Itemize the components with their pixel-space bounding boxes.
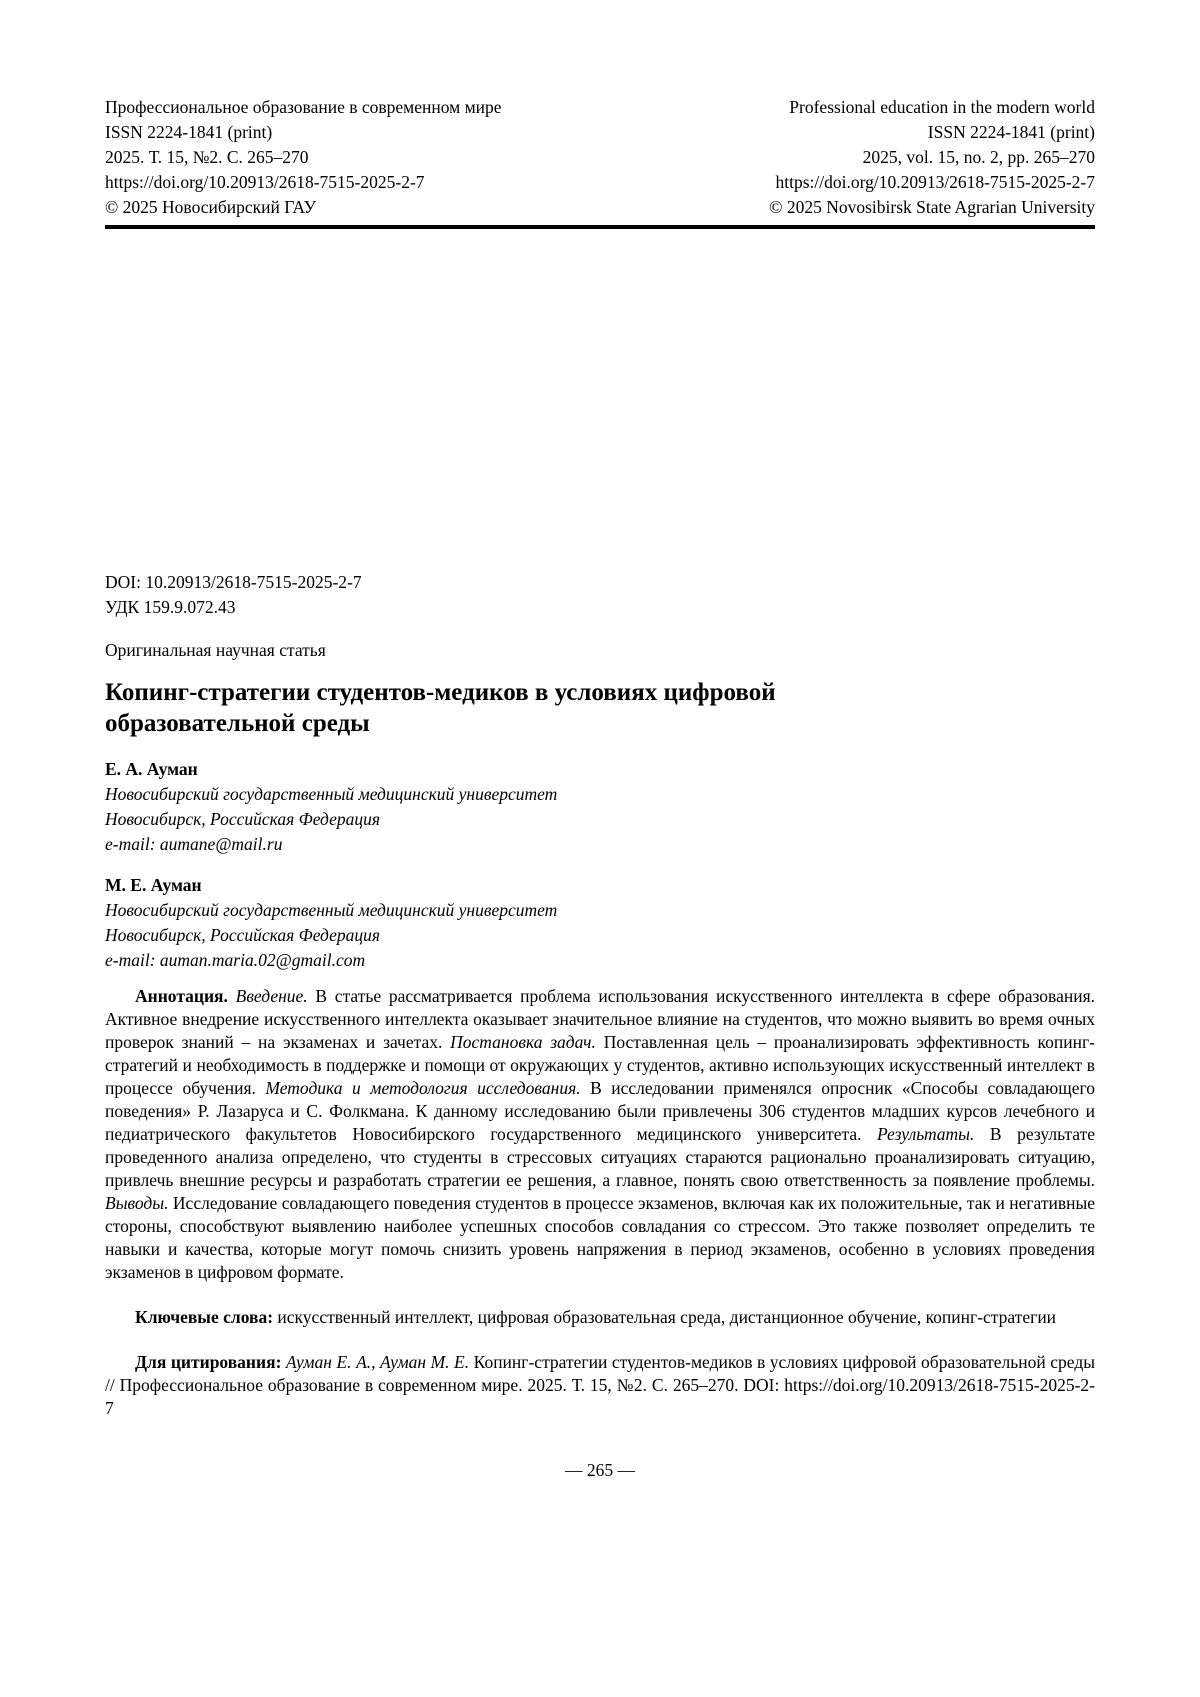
keywords-text: искусственный интеллект, цифровая образовательная среда, дистанционное обучение, копинг-стратегии <box>273 1307 1057 1327</box>
author-city: Новосибирск, Российская Федерация <box>105 809 381 829</box>
author-city: Новосибирск, Российская Федерация <box>105 925 381 945</box>
issn-ru: ISSN 2224-1841 (print) <box>105 122 273 142</box>
citation-text: Копинг-стратегии студентов-медиков в условиях цифровой образовательной среды // Профессиональное образование в современном мире. 2025. Т. 15, №2. С. 265–270. DOI: https://doi.org/10.20913/2618-7515-2025-2-7 <box>105 1352 1095 1418</box>
article-title: Копинг-стратегии студентов-медиков в условиях цифровой образовательной среды <box>105 679 776 737</box>
doi-url-en: https://doi.org/10.20913/2618-7515-2025-2-7 <box>775 172 1095 192</box>
article-meta <box>105 570 1095 620</box>
volume-info-ru: 2025. Т. 15, №2. С. 265–270 <box>105 147 309 167</box>
journal-header-en <box>769 95 1095 220</box>
copyright-en: © 2025 Novosibirsk State Agrarian University <box>769 197 1095 217</box>
author-name: М. Е. Ауман <box>105 875 202 895</box>
abstract-segment: В исследовании применялся опросник «Способы совладающего поведения» Р. Лазаруса и С. Фолкмана. К данному исследованию были привлечены 306 студентов младших курсов лечебного и педиатрического факультетов Новосибирского государственного медицинского университета. <box>105 1078 1095 1144</box>
abstract-segment: Введение. <box>227 986 308 1006</box>
citation-paragraph <box>105 1351 1095 1420</box>
abstract-segment: В результате проведенного анализа определено, что студенты в стрессовых ситуациях стараются рационально проанализировать ситуацию, привлечь внешние ресурсы и разработать стратегии ее решения, а главное, понять свою ответственность за появление проблемы. <box>105 1124 1095 1190</box>
abstract-segment: Исследование совладающего поведения студентов в процессе экзаменов, включая как их положительные, так и негативные стороны, способствуют выявлению наиболее успешных способов совладания со стрессом. Это также позволяет определить те навыки и качества, которые могут помочь снизить уровень напряжения в период экзаменов, особенно в условиях проведения экзаменов в цифровом формате. <box>105 1193 1095 1282</box>
doi-line: DOI: 10.20913/2618-7515-2025-2-7 <box>105 572 362 592</box>
author-affiliation: Новосибирский государственный медицинский университет <box>105 784 558 804</box>
author-block <box>105 757 1095 857</box>
author-affiliation: Новосибирский государственный медицинский университет <box>105 900 558 920</box>
citation-authors: Ауман Е. А., Ауман М. Е. <box>281 1352 470 1372</box>
author-email: e-mail: auman.maria.02@gmail.com <box>105 950 366 970</box>
abstract-segment: Поставленная цель – проанализировать эффективность копинг-стратегий и необходимость в поддержке и помощи от окружающих у студентов, активно использующих искусственный интеллект в процессе обучения. <box>105 1032 1095 1098</box>
abstract-segment: Постановка задач. <box>450 1032 596 1052</box>
journal-title-ru: Профессиональное образование в современном мире <box>105 97 502 117</box>
author-email: e-mail: aumane@mail.ru <box>105 834 283 854</box>
page-number: — 265 — <box>565 1460 635 1480</box>
doi-url-ru: https://doi.org/10.20913/2618-7515-2025-2-7 <box>105 172 425 192</box>
journal-header-ru <box>105 95 502 220</box>
article-type-label: Оригинальная научная статья <box>105 640 326 660</box>
journal-header <box>105 95 1095 220</box>
citation-label: Для цитирования: <box>135 1352 282 1372</box>
abstract-segment: В статье рассматривается проблема использования искусственного интеллекта в сфере образования. Активное внедрение искусственного интеллекта оказывает значительное влияние на студентов, что можно выявить во время очных проверок знаний – на экзаменах и зачетах. <box>105 986 1095 1052</box>
issn-en: ISSN 2224-1841 (print) <box>927 122 1095 142</box>
udk-line: УДК 159.9.072.43 <box>105 597 236 617</box>
abstract-paragraph <box>105 985 1095 1284</box>
keywords-label: Ключевые слова: <box>135 1307 274 1327</box>
volume-info-en: 2025, vol. 15, no. 2, pp. 265–270 <box>862 147 1095 167</box>
journal-title-en: Professional education in the modern world <box>789 97 1095 117</box>
author-name: Е. А. Ауман <box>105 759 198 779</box>
abstract-segment: Выводы. <box>105 1193 169 1213</box>
header-divider <box>105 225 1095 229</box>
copyright-ru: © 2025 Новосибирский ГАУ <box>105 197 316 217</box>
keywords-paragraph <box>105 1306 1095 1329</box>
abstract-segment: Результаты. <box>876 1124 975 1144</box>
abstract-label: Аннотация. <box>135 986 228 1006</box>
abstract-segment: Методика и методология исследования. <box>265 1078 581 1098</box>
author-block <box>105 873 1095 973</box>
